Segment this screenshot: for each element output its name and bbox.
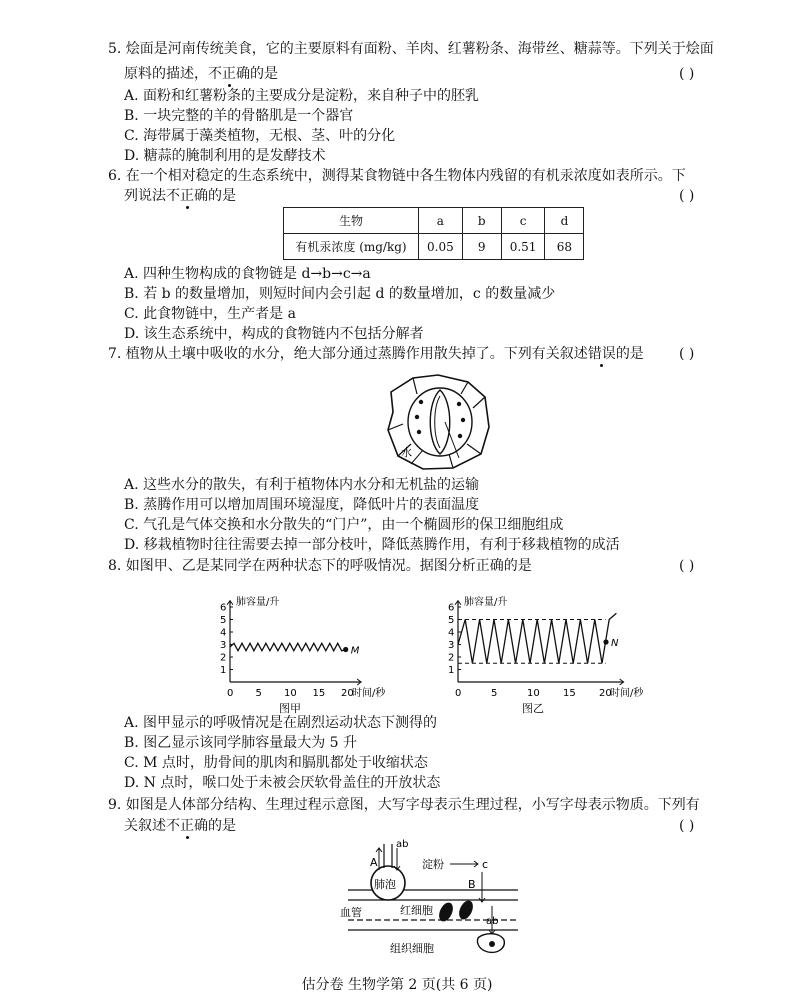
chloroplast (461, 418, 465, 422)
y-tick-label: 1 (220, 665, 227, 676)
x-tick-label: 10 (284, 688, 297, 699)
x-tick-label: 10 (527, 688, 540, 699)
x-tick-label: 20 (341, 688, 354, 699)
y-axis-label: 肺容量/升 (236, 596, 280, 608)
q7-option-d: D. 移栽植物时往往需要去掉一部分枝叶，降低蒸腾作用，有利于移栽植物的成活 (124, 537, 620, 553)
series-line (458, 613, 616, 663)
y-tick-label: 3 (448, 640, 455, 651)
q8-option-c: C. M 点时，肋骨间的肌肉和膈肌都处于收缩状态 (124, 755, 428, 771)
chloroplast (419, 400, 423, 404)
q9-stem-line1: 9. 如图是人体部分结构、生理过程示意图，大写字母表示生理过程，小写字母表示物质。下列有 (108, 797, 700, 813)
stomata-figure (383, 372, 493, 472)
x-tick-label: 15 (563, 688, 576, 699)
tissue-cell-nucleus (489, 941, 495, 947)
label-ab-top: ab (396, 839, 409, 850)
q8-answer-bracket: ( ) (679, 558, 695, 574)
q8-stem: 8. 如图甲、乙是某同学在两种状态下的呼吸情况。据图分析正确的是 (108, 558, 532, 574)
y-tick-label: 6 (220, 602, 227, 614)
q7-stem: 7. 植物从土壤中吸收的水分，绝大部分通过蒸腾作用散失掉了。下列有关叙述错误的是 (108, 346, 644, 362)
q6-stem-line2: 列说法不正确的是 (124, 188, 236, 204)
table-cell: 生物 (284, 208, 419, 234)
y-tick-label: 4 (448, 627, 455, 639)
q8-option-d: D. N 点时，喉口处于未被会厌软骨盖住的开放状态 (124, 775, 441, 791)
table-cell: c (501, 208, 545, 234)
table-cell: 68 (545, 234, 584, 260)
label-a: A (370, 856, 378, 869)
q6-answer-bracket: ( ) (679, 188, 695, 204)
q5-option-a: A. 面粉和红薯粉条的主要成分是淀粉，来自种子中的胚乳 (124, 88, 480, 104)
chloroplast (458, 434, 462, 438)
y-tick-label: 5 (448, 615, 455, 626)
y-axis-label: 肺容量/升 (464, 596, 508, 608)
arrow-to-c (450, 861, 478, 867)
q5-option-b: B. 一块完整的羊的骨骼肌是一个器官 (124, 108, 354, 124)
q6-option-c: C. 此食物链中，生产者是 a (124, 306, 296, 322)
y-tick-label: 3 (220, 640, 227, 651)
chart-title: 图甲 (279, 702, 301, 715)
table-row (284, 234, 584, 260)
label-c: c (482, 858, 489, 871)
label-rbc: 红细胞 (400, 904, 433, 917)
table-header-row (284, 208, 584, 234)
q6-option-d: D. 该生态系统中，构成的食物链内不包括分解者 (124, 326, 424, 342)
q9-stem-line2: 关叙述不正确的是 (124, 818, 236, 834)
arrow-ab-down (394, 848, 400, 870)
data-point (343, 647, 348, 652)
physiology-figure (338, 836, 528, 966)
table-cell: 0.51 (501, 234, 545, 260)
chart-title: 图乙 (522, 702, 544, 715)
q5-answer-bracket: ( ) (679, 66, 695, 82)
chloroplast (457, 402, 461, 406)
table-cell: 0.05 (419, 234, 463, 260)
table-cell: d (545, 208, 584, 234)
y-tick-label: 4 (220, 627, 227, 639)
x-tick-label: 15 (312, 688, 326, 699)
label-alveolus: 肺泡 (374, 878, 396, 891)
red-blood-cell (456, 898, 475, 921)
stoma-pore (430, 390, 450, 454)
q7-option-a: A. 这些水分的散失，有利于植物体内水分和无机盐的运输 (124, 477, 480, 493)
series-line (230, 643, 346, 651)
data-point (603, 639, 608, 644)
q6-mercury-table (283, 207, 584, 260)
y-tick-label: 1 (448, 665, 455, 676)
q7-option-c: C. 气孔是气体交换和水分散失的“门户”，由一个椭圆形的保卫细胞组成 (124, 517, 564, 533)
x-tick-label: 5 (255, 688, 262, 699)
q6-stem-line1: 6. 在一个相对稳定的生态系统中，测得某食物链中各生物体内残留的有机汞浓度如表所示。下 (108, 168, 686, 184)
table-cell: a (419, 208, 463, 234)
chloroplast (415, 415, 419, 419)
q5-stem-line1: 5. 烩面是河南传统美食，它的主要原料有面粉、羊肉、红薯粉条、海带丝、糖蒜等。下列关于烩面 (108, 41, 714, 57)
x-tick-label: 0 (227, 688, 234, 699)
label-tissue-cell: 组织细胞 (390, 942, 434, 955)
table-cell: 9 (462, 234, 501, 260)
page-footer: 估分卷 生物学第 2 页(共 6 页) (301, 977, 493, 993)
label-starch: 淀粉 (422, 858, 444, 871)
stoma-inner-edge (435, 396, 440, 448)
y-tick-label: 2 (448, 652, 455, 664)
q6-option-b: B. 若 b 的数量增加，则短时间内会引起 d 的数量增加，c 的数量减少 (124, 286, 556, 302)
q7-answer-bracket: ( ) (679, 346, 695, 362)
x-tick-label: 5 (491, 688, 498, 699)
point-label: M (350, 645, 360, 657)
water-label: 水 (401, 446, 412, 459)
chart-yi (428, 578, 644, 715)
q8-option-b: B. 图乙显示该同学肺容量最大为 5 升 (124, 735, 357, 751)
q5-stem-line2: 原料的描述，不正确的是 (124, 66, 278, 82)
y-tick-label: 5 (220, 615, 227, 626)
x-tick-label: 0 (455, 688, 462, 699)
y-tick-label: 6 (448, 602, 455, 614)
y-tick-label: 2 (220, 652, 227, 664)
arrow-c-down (479, 872, 485, 902)
q8-option-a: A. 图甲显示的呼吸情况是在剧烈运动状态下测得的 (124, 715, 438, 731)
q6-option-a: A. 四种生物构成的食物链是 d→b→c→a (124, 266, 371, 282)
label-b: B (468, 878, 476, 891)
label-ab-bottom: ab (486, 916, 499, 927)
q5-option-c: C. 海带属于藻类植物，无根、茎、叶的分化 (124, 128, 396, 144)
label-vessel: 血管 (340, 906, 362, 919)
chloroplast (417, 430, 421, 434)
table-cell: 有机汞浓度 (mg/kg) (284, 234, 419, 260)
q9-answer-bracket: ( ) (679, 818, 695, 834)
point-label: N (611, 638, 619, 649)
q5-option-d: D. 糖蒜的腌制利用的是发酵技术 (124, 148, 326, 164)
x-tick-label: 20 (599, 688, 612, 699)
x-axis-label: 时间/秒 (610, 688, 644, 699)
chart-jia (200, 578, 386, 715)
x-axis-label: 时间/秒 (352, 688, 386, 699)
q7-option-b: B. 蒸腾作用可以增加周围环境湿度，降低叶片的表面温度 (124, 497, 480, 513)
table-cell: b (462, 208, 501, 234)
